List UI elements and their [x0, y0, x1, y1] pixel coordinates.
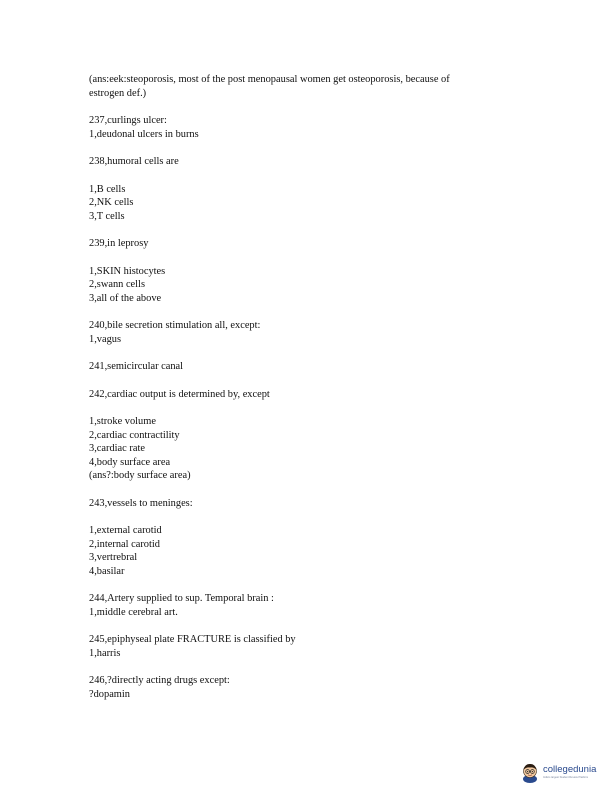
text-block	[89, 114, 529, 141]
text-block	[89, 415, 529, 483]
text-line: 1,harris	[89, 647, 121, 659]
text-line: 4,basilar	[89, 565, 125, 577]
document-body	[89, 73, 529, 715]
text-block	[89, 674, 529, 701]
text-line: 245,epiphyseal plate FRACTURE is classified by	[89, 634, 296, 645]
text-block	[89, 319, 529, 346]
text-line: 242,cardiac output is determined by, except	[89, 388, 270, 400]
text-line: 238,humoral cells are	[89, 156, 179, 167]
logo-name: collegedunia	[543, 764, 597, 775]
text-line: (ans?:body surface area)	[89, 470, 191, 481]
text-block	[89, 360, 529, 374]
text-block	[89, 265, 529, 306]
text-block	[89, 592, 529, 619]
text-line: 2,cardiac contractility	[89, 429, 180, 441]
text-line: ?dopamin	[89, 688, 130, 700]
text-line: 1,stroke volume	[89, 416, 156, 427]
text-line: 2,swann cells	[89, 279, 145, 290]
text-block	[89, 524, 529, 578]
collegedunia-logo	[520, 759, 608, 785]
text-line: 3,vertrebral	[89, 552, 138, 563]
text-block	[89, 237, 529, 251]
text-line: 2,internal carotid	[89, 538, 160, 550]
text-line: 3,cardiac rate	[89, 443, 145, 454]
text-block	[89, 183, 529, 224]
text-block	[89, 155, 529, 169]
text-line: 3,T cells	[89, 210, 125, 222]
text-block	[89, 497, 529, 511]
text-line: 1,B cells	[89, 183, 126, 195]
text-line: 240,bile secretion stimulation all, except:	[89, 320, 261, 331]
text-line: 1,middle cerebral art.	[89, 606, 178, 618]
text-line: 1,deudonal ulcers in burns	[89, 128, 199, 140]
text-line: 237,curlings ulcer:	[89, 115, 167, 126]
text-line: (ans:eek:steoporosis, most of the post menopausal women get osteoporosis, because of	[89, 74, 450, 85]
text-line: 1,SKIN histocytes	[89, 265, 166, 277]
text-block	[89, 633, 529, 660]
text-line: 2,NK cells	[89, 197, 134, 208]
logo-tagline: India's largest Student Review Platform	[543, 776, 589, 779]
text-line: 246,?directly acting drugs except:	[89, 675, 230, 686]
text-line: 1,external carotid	[89, 525, 162, 536]
text-line: 3,all of the above	[89, 292, 162, 304]
text-line: 243,vessels to meninges:	[89, 497, 193, 509]
student-mascot-icon	[520, 761, 540, 783]
text-block	[89, 73, 529, 100]
text-line: estrogen def.)	[89, 87, 147, 99]
text-line: 244,Artery supplied to sup. Temporal brain :	[89, 593, 274, 604]
text-block	[89, 388, 529, 402]
text-line: 241,semicircular canal	[89, 361, 184, 372]
text-line: 1,vagus	[89, 333, 122, 345]
text-line: 239,in leprosy	[89, 238, 149, 249]
text-line: 4,body surface area	[89, 456, 171, 468]
